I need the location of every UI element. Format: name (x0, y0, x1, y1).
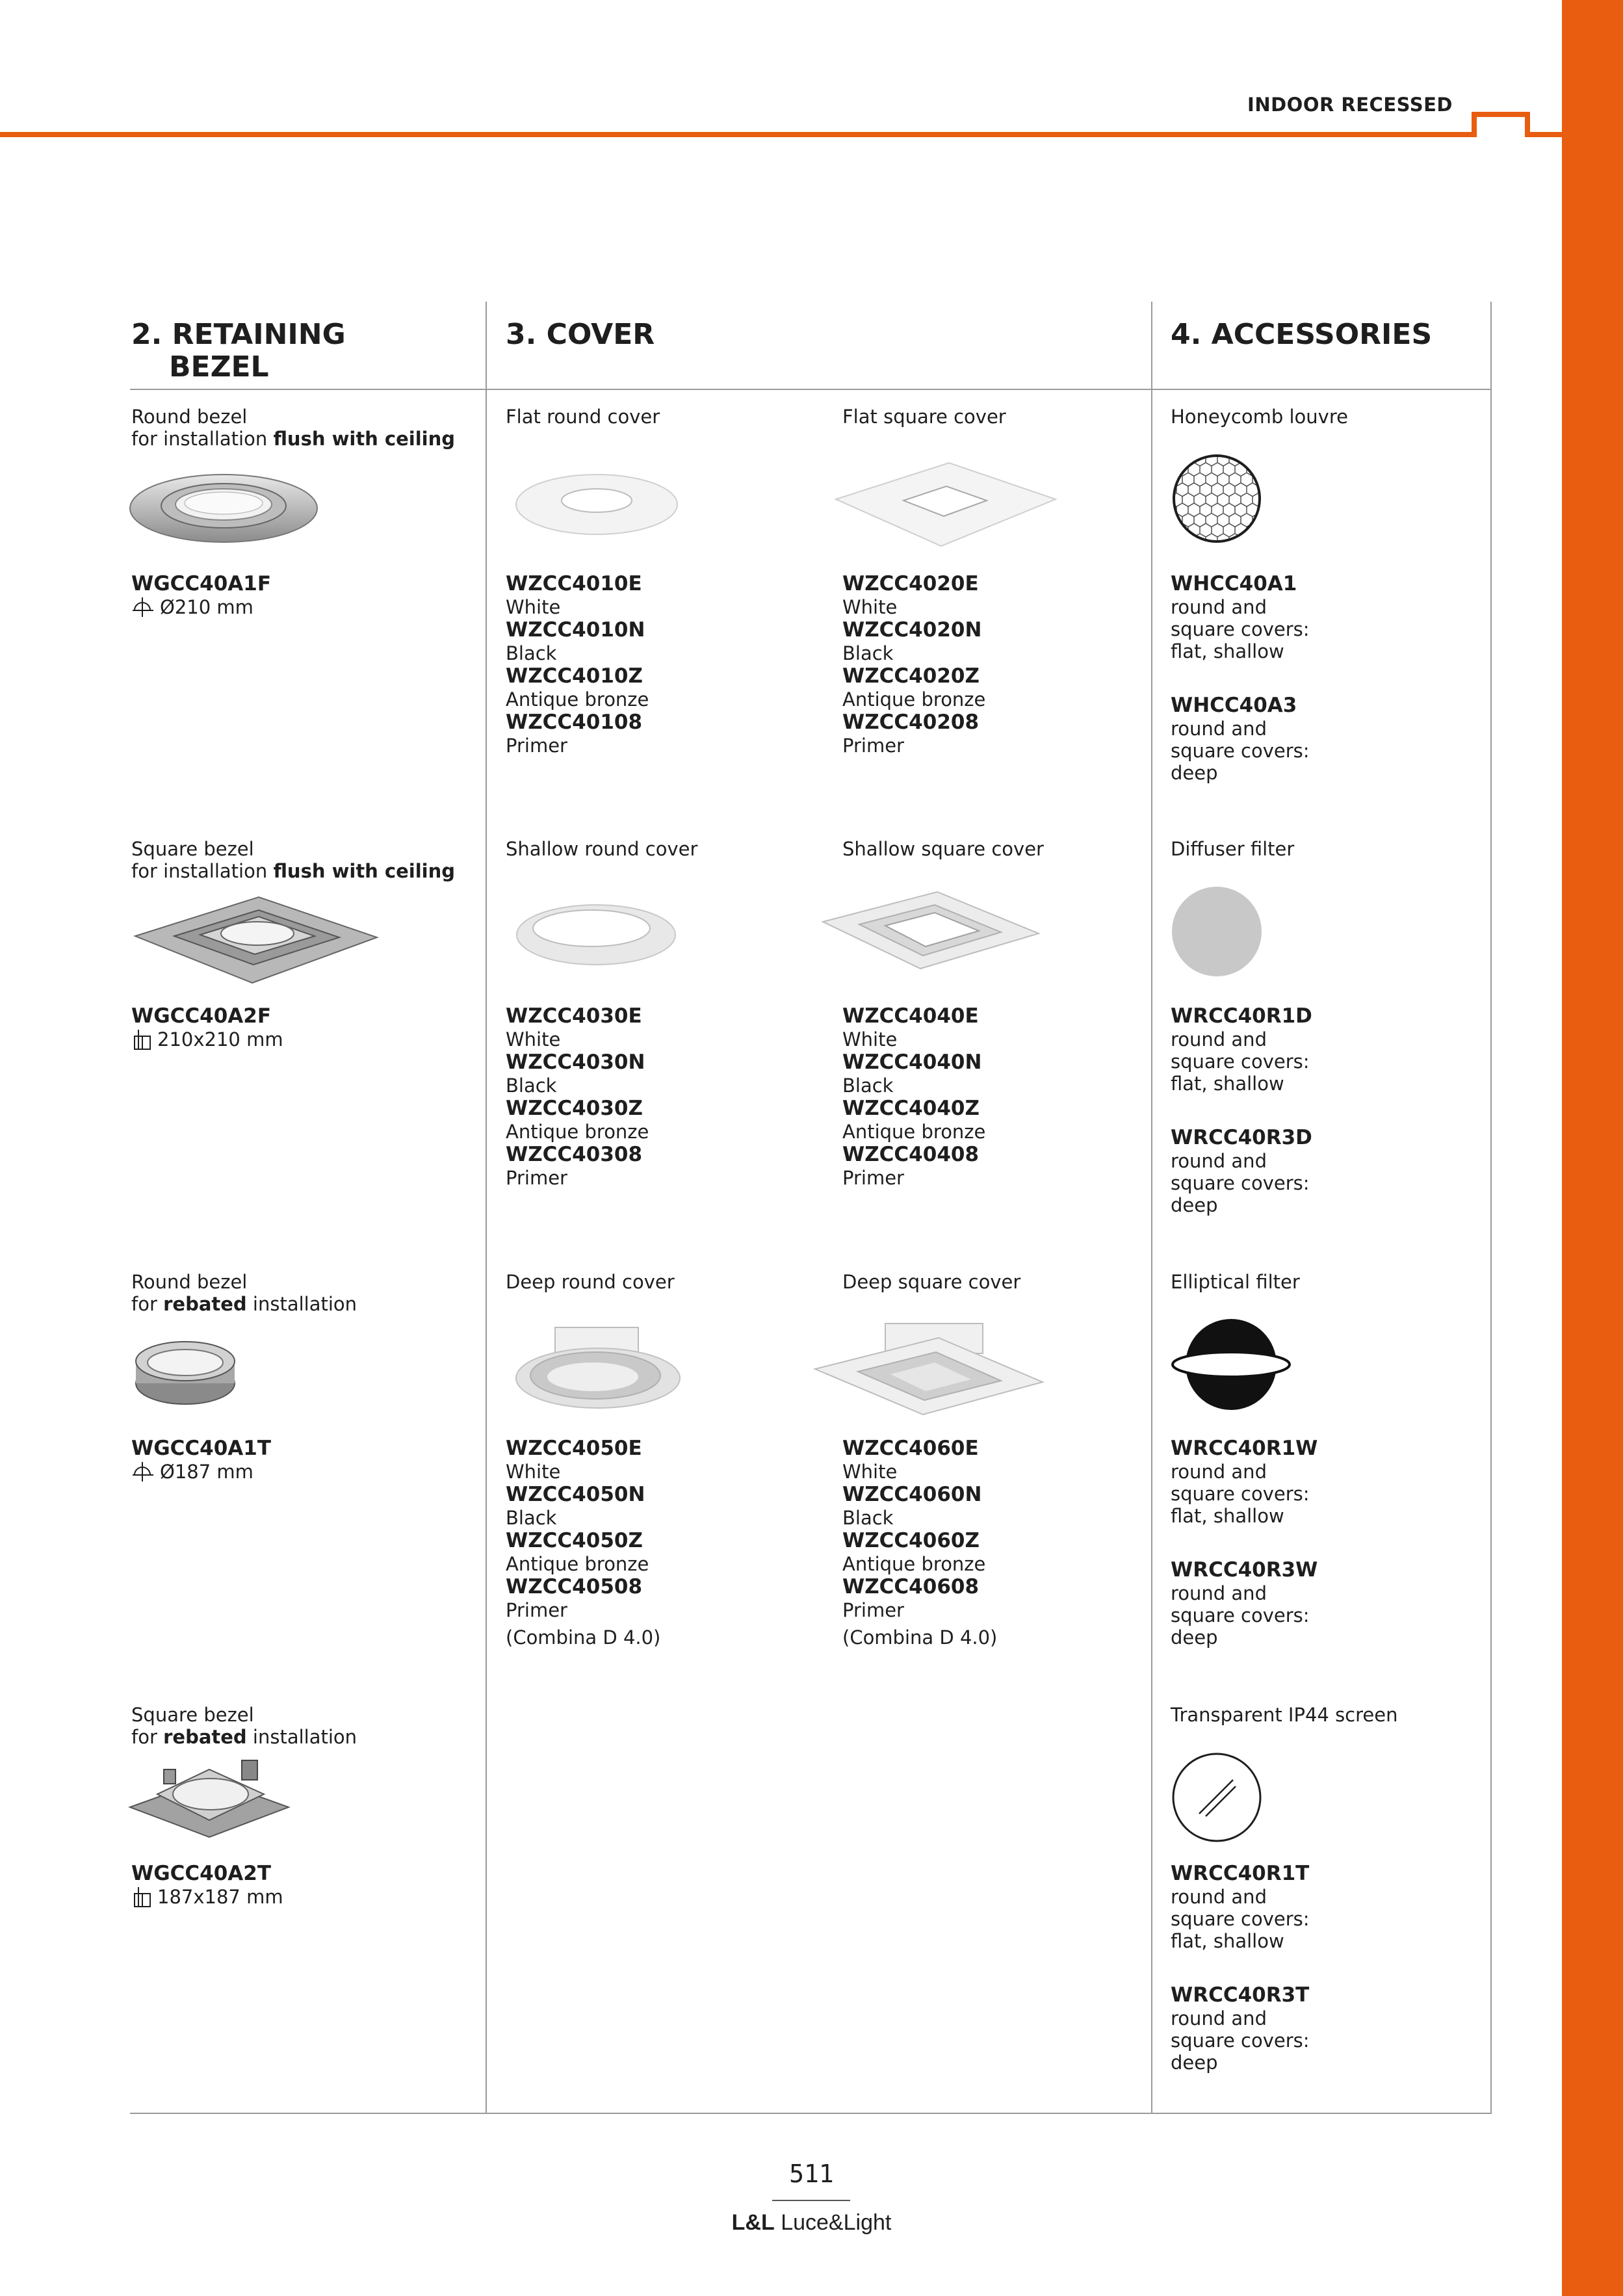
product-finish: Primer (506, 735, 567, 757)
product-code: WZCC4040Z (842, 1097, 980, 1120)
product-code: WRCC40R3W (1171, 1558, 1318, 1582)
compatibility-note: (Combina D 4.0) (506, 1626, 661, 1649)
shallow-square-cover-image (820, 888, 1043, 972)
cover-codes (506, 1437, 660, 1649)
product-code: WZCC4010N (506, 618, 645, 642)
accessory-codes (1171, 1862, 1310, 2074)
product-finish: White (842, 1461, 898, 1483)
column-header-bezel (131, 319, 346, 384)
diffuser-icon (1171, 885, 1263, 978)
product-finish: Black (842, 1075, 894, 1097)
product-code: WZCC4040N (842, 1050, 982, 1074)
product-finish: Black (506, 1075, 557, 1097)
product-code: WZCC40608 (842, 1575, 980, 1598)
compatibility-note: (Combina D 4.0) (842, 1626, 998, 1649)
compatibility-line: round and (1171, 1150, 1267, 1172)
product-code: WRCC40R1T (1171, 1862, 1310, 1885)
accessory-codes (1171, 1004, 1312, 1216)
compatibility-line: round and (1171, 1886, 1267, 1908)
round-cutout-icon (131, 596, 156, 618)
compatibility-line: square covers: (1171, 1050, 1310, 1073)
compatibility-line: deep (1171, 1626, 1218, 1649)
brand-logo (0, 2210, 1623, 2236)
product-code: WZCC40508 (506, 1575, 643, 1598)
product-finish: Antique bronze (506, 688, 649, 711)
column-divider (1151, 302, 1152, 2114)
bezel-dimension: Ø187 mm (131, 1461, 469, 1483)
side-accent-bar (1562, 0, 1623, 2296)
product-finish: Primer (842, 1599, 904, 1621)
compatibility-line: deep (1171, 762, 1218, 784)
compatibility-line: round and (1171, 1461, 1267, 1483)
accessory-title: Diffuser filter (1171, 838, 1295, 860)
cover-title: Deep round cover (506, 1271, 675, 1293)
product-code: WZCC4050Z (506, 1529, 643, 1552)
product-code: WZCC4040E (842, 1004, 979, 1028)
bezel-entry (131, 838, 469, 882)
compatibility-line: flat, shallow (1171, 1073, 1284, 1095)
column-header-cover: 3. COVER (506, 318, 655, 351)
compatibility-line: round and (1171, 1028, 1267, 1050)
product-code: WHCC40A1 (1171, 572, 1297, 595)
bezel-product (131, 1862, 469, 1908)
product-finish: Primer (842, 1167, 904, 1189)
bezel-product (131, 1437, 469, 1483)
product-finish: Antique bronze (842, 688, 986, 711)
product-code: WZCC4050E (506, 1437, 642, 1460)
bezel-code: WGCC40A1F (131, 572, 272, 595)
flat-round-cover-image (512, 467, 681, 538)
deep-square-cover-image (812, 1320, 1046, 1417)
compatibility-line: flat, shallow (1171, 1930, 1284, 1952)
product-code: WZCC4020Z (842, 664, 980, 688)
product-code: WZCC4060N (842, 1483, 982, 1506)
bezel-subtitle: for installation flush with ceiling (131, 428, 456, 450)
bezel-dimension: Ø210 mm (131, 596, 469, 618)
accessory-codes (1171, 572, 1310, 784)
square-cutout-icon (131, 1028, 153, 1050)
product-code: WZCC40208 (842, 711, 980, 734)
bezel-product (131, 1004, 469, 1050)
column-header-bezel-line1: 2. RETAINING (131, 318, 346, 351)
compatibility-line: deep (1171, 2052, 1218, 2074)
product-code: WZCC4050N (506, 1483, 645, 1506)
product-code: WZCC40108 (506, 711, 643, 734)
flat-square-cover-image (832, 459, 1059, 550)
honeycomb-icon (1171, 452, 1263, 545)
product-finish: Black (842, 642, 894, 664)
square-bezel-rebated-image (125, 1755, 294, 1846)
cover-codes (842, 572, 985, 757)
cover-codes (842, 1437, 997, 1649)
footer-divider (772, 2200, 850, 2201)
product-finish: Antique bronze (506, 1553, 649, 1575)
bezel-code: WGCC40A2F (131, 1004, 272, 1028)
bezel-entry (131, 406, 469, 450)
product-finish: White (506, 1028, 561, 1050)
compatibility-line: flat, shallow (1171, 1505, 1284, 1527)
round-bezel-flush-image (127, 468, 320, 546)
product-code: WZCC4060E (842, 1437, 979, 1460)
product-code: WRCC40R3T (1171, 1983, 1310, 2007)
product-finish: Antique bronze (842, 1553, 986, 1575)
cover-codes (842, 1004, 985, 1189)
product-finish: Primer (506, 1167, 567, 1189)
cover-title: Deep square cover (842, 1271, 1021, 1293)
bezel-title: Square bezel (131, 838, 254, 860)
cover-title: Shallow square cover (842, 838, 1044, 860)
column-divider (1490, 302, 1492, 2114)
cover-title: Flat round cover (506, 406, 660, 428)
product-finish: Black (842, 1507, 894, 1529)
column-divider (486, 302, 487, 2114)
product-code: WZCC4030E (506, 1004, 642, 1028)
cover-codes (506, 572, 649, 757)
bezel-dimension: 187x187 mm (131, 1886, 469, 1908)
product-code: WZCC4010E (506, 572, 642, 595)
cover-codes (506, 1004, 649, 1189)
product-finish: Black (506, 1507, 557, 1529)
compatibility-line: round and (1171, 2007, 1267, 2029)
round-bezel-rebated-image (130, 1333, 240, 1411)
compatibility-line: square covers: (1171, 618, 1310, 640)
product-finish: Antique bronze (842, 1121, 986, 1143)
brand-name: Luce&Light (774, 2210, 892, 2235)
compatibility-line: round and (1171, 596, 1267, 618)
compatibility-line: square covers: (1171, 2029, 1310, 2052)
square-bezel-flush-image (129, 891, 382, 988)
accessory-title: Transparent IP44 screen (1171, 1704, 1398, 1726)
compatibility-line: deep (1171, 1194, 1218, 1216)
bezel-title: Round bezel (131, 1271, 248, 1293)
section-label: INDOOR RECESSED (1247, 94, 1453, 116)
compatibility-line: square covers: (1171, 1604, 1310, 1626)
compatibility-line: round and (1171, 1582, 1267, 1604)
product-finish: White (506, 1461, 561, 1483)
product-code: WZCC4030N (506, 1050, 645, 1074)
elliptical-icon (1171, 1317, 1292, 1412)
product-code: WZCC4030Z (506, 1097, 643, 1120)
page-number: 511 (789, 2159, 834, 2188)
product-finish: Primer (506, 1599, 567, 1621)
bezel-dimension: 210x210 mm (131, 1028, 469, 1050)
deep-round-cover-image (512, 1324, 684, 1412)
bezel-code: WGCC40A1T (131, 1437, 271, 1460)
product-finish: White (842, 1028, 898, 1050)
product-code: WZCC4010Z (506, 664, 643, 688)
bezel-subtitle: for rebated installation (131, 1293, 357, 1315)
product-finish: White (506, 596, 561, 618)
bezel-title: Round bezel (131, 406, 248, 428)
bezel-product (131, 572, 469, 618)
header-divider (130, 389, 1492, 390)
product-code: WZCC40308 (506, 1143, 643, 1166)
cover-title: Flat square cover (842, 406, 1006, 428)
column-header-bezel-line2: BEZEL (169, 350, 269, 384)
product-code: WZCC4060Z (842, 1529, 980, 1552)
accessory-codes (1171, 1437, 1318, 1649)
compatibility-line: square covers: (1171, 1172, 1310, 1194)
bezel-entry (131, 1271, 469, 1315)
product-finish: Antique bronze (506, 1121, 649, 1143)
bezel-code: WGCC40A2T (131, 1862, 271, 1885)
accessory-title: Elliptical filter (1171, 1271, 1300, 1293)
bezel-subtitle: for rebated installation (131, 1726, 357, 1748)
product-finish: Black (506, 642, 557, 664)
compatibility-line: square covers: (1171, 1483, 1310, 1505)
product-code: WZCC4020N (842, 618, 982, 642)
compatibility-line: flat, shallow (1171, 640, 1284, 662)
product-code: WHCC40A3 (1171, 694, 1297, 717)
square-cutout-icon (131, 1886, 153, 1908)
product-finish: White (842, 596, 898, 618)
bezel-title: Square bezel (131, 1704, 254, 1726)
compatibility-line: square covers: (1171, 740, 1310, 762)
header-rule (0, 0, 1562, 143)
product-code: WRCC40R1W (1171, 1437, 1318, 1460)
shallow-round-cover-image (513, 897, 679, 969)
product-finish: Primer (842, 735, 904, 757)
brand-bold: L&L (731, 2210, 775, 2235)
product-code: WRCC40R3D (1171, 1126, 1312, 1149)
column-header-accessories: 4. ACCESSORIES (1171, 318, 1433, 351)
table-bottom-rule (130, 2113, 1492, 2114)
round-cutout-icon (131, 1461, 156, 1483)
product-code: WZCC4020E (842, 572, 979, 595)
bezel-entry (131, 1704, 469, 1748)
accessory-title: Honeycomb louvre (1171, 406, 1348, 428)
bezel-subtitle: for installation flush with ceiling (131, 860, 456, 882)
compatibility-line: round and (1171, 718, 1267, 740)
product-code: WZCC40408 (842, 1143, 980, 1166)
product-code: WRCC40R1D (1171, 1004, 1312, 1028)
glass-screen-icon (1171, 1751, 1263, 1844)
compatibility-line: square covers: (1171, 1908, 1310, 1930)
cover-title: Shallow round cover (506, 838, 698, 860)
